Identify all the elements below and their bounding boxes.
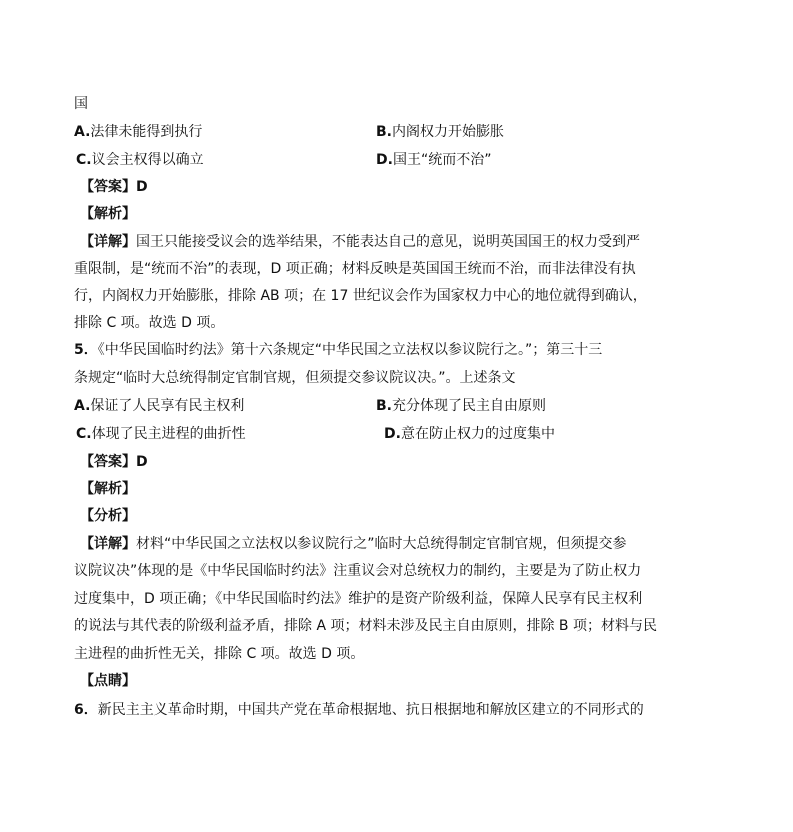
answer-label: 【答案】: [80, 454, 136, 470]
q5-option-b: [376, 397, 546, 415]
q6-stem-line-1: [74, 701, 644, 719]
q5-detail-line-4: 的说法与其代表的阶级利益矛盾，排除 A 项；材料未涉及民主自由原则，排除 B 项；材料与民: [74, 618, 657, 634]
answer-label: 【答案】: [80, 179, 136, 195]
q5-option-a: [74, 397, 244, 415]
q5-detail-line-5: 主进程的曲折性无关，排除 C 项。故选 D 项。: [74, 646, 365, 662]
option-letter: D.: [384, 426, 401, 442]
detail-text: 国王只能接受议会的选举结果，不能表达自己的意见，说明英国国王的权力受到严: [136, 234, 640, 250]
q5-option-d: [384, 425, 555, 443]
question-number: 6．: [74, 702, 98, 718]
option-text: 内阁权力开始膨胀: [392, 124, 504, 140]
q5-option-c: [76, 425, 246, 443]
q5-stem-line-2: 条规定“临时大总统得制定官制官规，但须提交参议院议决。”。上述条文: [74, 370, 516, 386]
q4-stem-tail: 国: [74, 96, 88, 112]
stem-text: 《中华民国临时约法》第十六条规定“中华民国之立法权以参议院行之。”；第三十三: [97, 342, 603, 358]
q4-detail-line-3: 行，内阁权力开始膨胀，排除 AB 项；在 17 世纪议会作为国家权力中心的地位就得到确认，: [74, 288, 647, 304]
answer-value: D: [136, 454, 148, 470]
q5-stem-line-1: [74, 341, 602, 359]
q4-detail-line-2: 重限制，是“统而不治”的表现，D 项正确；材料反映是英国国王统而不治，而非法律没有执: [74, 261, 636, 277]
q4-option-a: [74, 123, 202, 141]
q5-fenxi-label: 【分析】: [80, 508, 136, 524]
option-text: 议会主权得以确立: [91, 152, 204, 168]
q4-option-c: [76, 151, 204, 169]
option-text: 充分体现了民主自由原则: [392, 398, 546, 414]
q4-answer: [80, 178, 148, 196]
q4-option-b: [376, 123, 504, 141]
answer-value: D: [136, 179, 148, 195]
option-letter: C.: [76, 152, 92, 168]
q4-detail-line-1: [80, 233, 640, 251]
option-text: 法律未能得到执行: [90, 124, 203, 140]
option-text: 体现了民主进程的曲折性: [91, 426, 246, 442]
detail-label: 【详解】: [80, 234, 136, 250]
option-letter: A.: [74, 124, 91, 140]
q4-option-d: [376, 151, 491, 169]
option-letter: B.: [376, 398, 392, 414]
q5-answer: [80, 453, 148, 471]
q5-detail-line-3: 过度集中，D 项正确；《中华民国临时约法》维护的是资产阶级利益，保障人民享有民主权利: [74, 591, 643, 607]
q4-analysis-label: 【解析】: [80, 206, 136, 222]
question-number: 5．: [74, 342, 98, 358]
detail-text: 材料“中华民国之立法权以参议院行之”临时大总统得制定官制官规，但须提交参: [136, 536, 627, 552]
option-letter: B.: [376, 124, 392, 140]
option-letter: A.: [74, 398, 91, 414]
option-text: 国王“统而不治”: [392, 152, 492, 168]
q5-detail-line-1: [80, 535, 627, 553]
q5-analysis-label: 【解析】: [80, 481, 136, 497]
detail-label: 【详解】: [80, 536, 136, 552]
q5-detail-line-2: 议院议决”体现的是《中华民国临时约法》注重议会对总统权力的制约，主要是为了防止权力: [74, 563, 642, 579]
stem-text: 新民主主义革命时期，中国共产党在革命根据地、抗日根据地和解放区建立的不同形式的: [97, 702, 644, 718]
q5-dianjing-label: 【点睛】: [80, 673, 136, 689]
option-text: 意在防止权力的过度集中: [400, 426, 555, 442]
option-letter: D.: [376, 152, 393, 168]
q4-detail-line-4: 排除 C 项。故选 D 项。: [74, 315, 225, 331]
option-text: 保证了人民享有民主权利: [90, 398, 245, 414]
option-letter: C.: [76, 426, 92, 442]
